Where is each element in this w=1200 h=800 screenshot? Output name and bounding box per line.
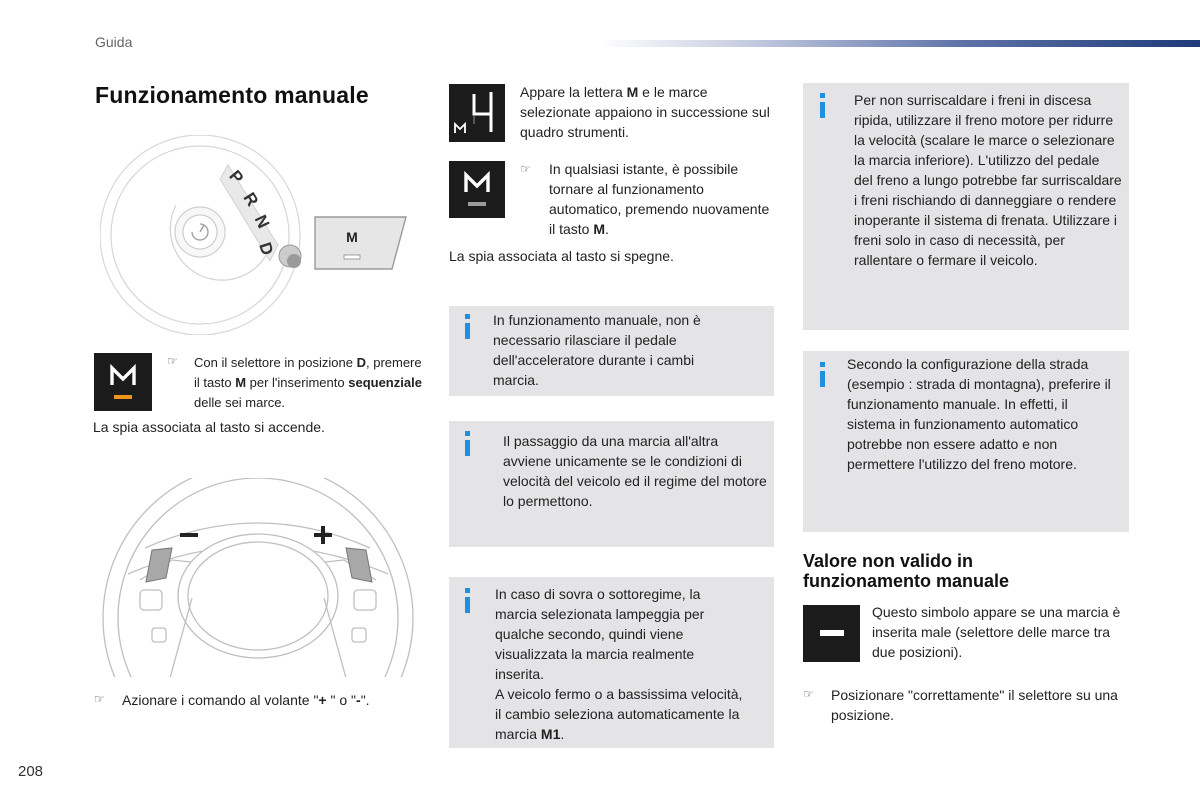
info-box	[449, 421, 774, 547]
info-icon	[465, 588, 471, 614]
manual-mode-icon	[94, 353, 152, 411]
page-number: 208	[18, 763, 44, 780]
step-steering-paddles: Azionare i comando al volante "+ " o "-".	[122, 692, 370, 708]
invalid-gear-icon	[803, 605, 860, 662]
step-bullet: ☞	[94, 692, 105, 706]
step-position-selector: Posizionare "correttamente" il selettore su una posizione.	[831, 687, 1118, 723]
manual-mode-off-icon	[449, 161, 505, 218]
info-box	[803, 351, 1129, 532]
header-gradient-bar	[600, 40, 1200, 47]
step-bullet: ☞	[520, 162, 531, 176]
step-bullet: ☞	[803, 687, 814, 701]
info-box	[803, 83, 1129, 330]
selector-button-label: M	[346, 229, 358, 245]
step-bullet: ☞	[167, 354, 178, 368]
svg-text:D: D	[255, 239, 278, 258]
svg-text:R: R	[239, 189, 263, 210]
steering-wheel-illustration	[100, 478, 420, 678]
info-icon	[465, 431, 471, 457]
info-text: Per non surriscaldare i freni in discesa ripida, utilizzare il freno motore per ridurre la velocità (scalare le marce o selezionare la marcia inferiore). L'utilizzo del pedale del freno a lungo potrebbe far surriscaldare i freni rischiando di danneggiare o rendere inoperante il sistema di frenata. Utilizzare i freni solo in caso di necessità, per rallentare o fermare il veicolo.	[854, 92, 1122, 268]
invalid-symbol-text: Questo simbolo appare se una marcia è inserita male (selettore delle marce tra due posizioni).	[872, 604, 1121, 660]
info-text: In funzionamento manuale, non è necessario rilasciare il pedale dell'acceleratore durante i cambi marcia.	[493, 312, 701, 388]
step-return-auto: In qualsiasi istante, è possibile tornare al funzionamento automatico, premendo nuovamente il tasto M.	[549, 161, 770, 237]
gear-display-icon	[449, 84, 505, 142]
info-text: Il passaggio da una marcia all'altra avviene unicamente se le condizioni di velocità del veicolo ed il regime del motore lo permettono.	[503, 433, 767, 509]
svg-text:N: N	[250, 212, 274, 232]
info-icon	[820, 362, 826, 388]
lamp-off-text: La spia associata al tasto si spegne.	[449, 248, 674, 264]
step-select-d: Con il selettore in posizione D, premere il tasto M per l'inserimento sequenziale delle sei marce.	[194, 355, 422, 410]
info-icon	[820, 93, 826, 119]
svg-text:P: P	[225, 166, 248, 188]
info-box	[449, 577, 774, 748]
gear-selector-illustration	[100, 135, 420, 335]
info-text: In caso di sovra o sottoregime, la marcia selezionata lampeggia per qualche secondo, quindi viene visualizzata la marcia realmente inserita. A veicolo fermo o a bassissima velocità, il cambio seleziona automaticamente la marcia M1.	[495, 586, 743, 742]
display-description: Appare la lettera M e le marce selezionate appaiono in successione sul quadro strumenti.	[520, 84, 770, 140]
info-text: Secondo la configurazione della strada (esempio : strada di montagna), preferire il funzionamento manuale. In effetti, il sistema in funzionamento automatico potrebbe non essere adatto e non permettere l'utilizzo del freno motore.	[847, 356, 1111, 472]
info-box	[449, 306, 774, 396]
info-icon	[465, 314, 471, 340]
section-title: Guida	[95, 34, 133, 50]
page-title: Funzionamento manuale	[95, 82, 369, 108]
lamp-on-text: La spia associata al tasto si accende.	[93, 419, 325, 435]
section-subtitle: Valore non valido in funzionamento manuale	[803, 551, 1010, 591]
